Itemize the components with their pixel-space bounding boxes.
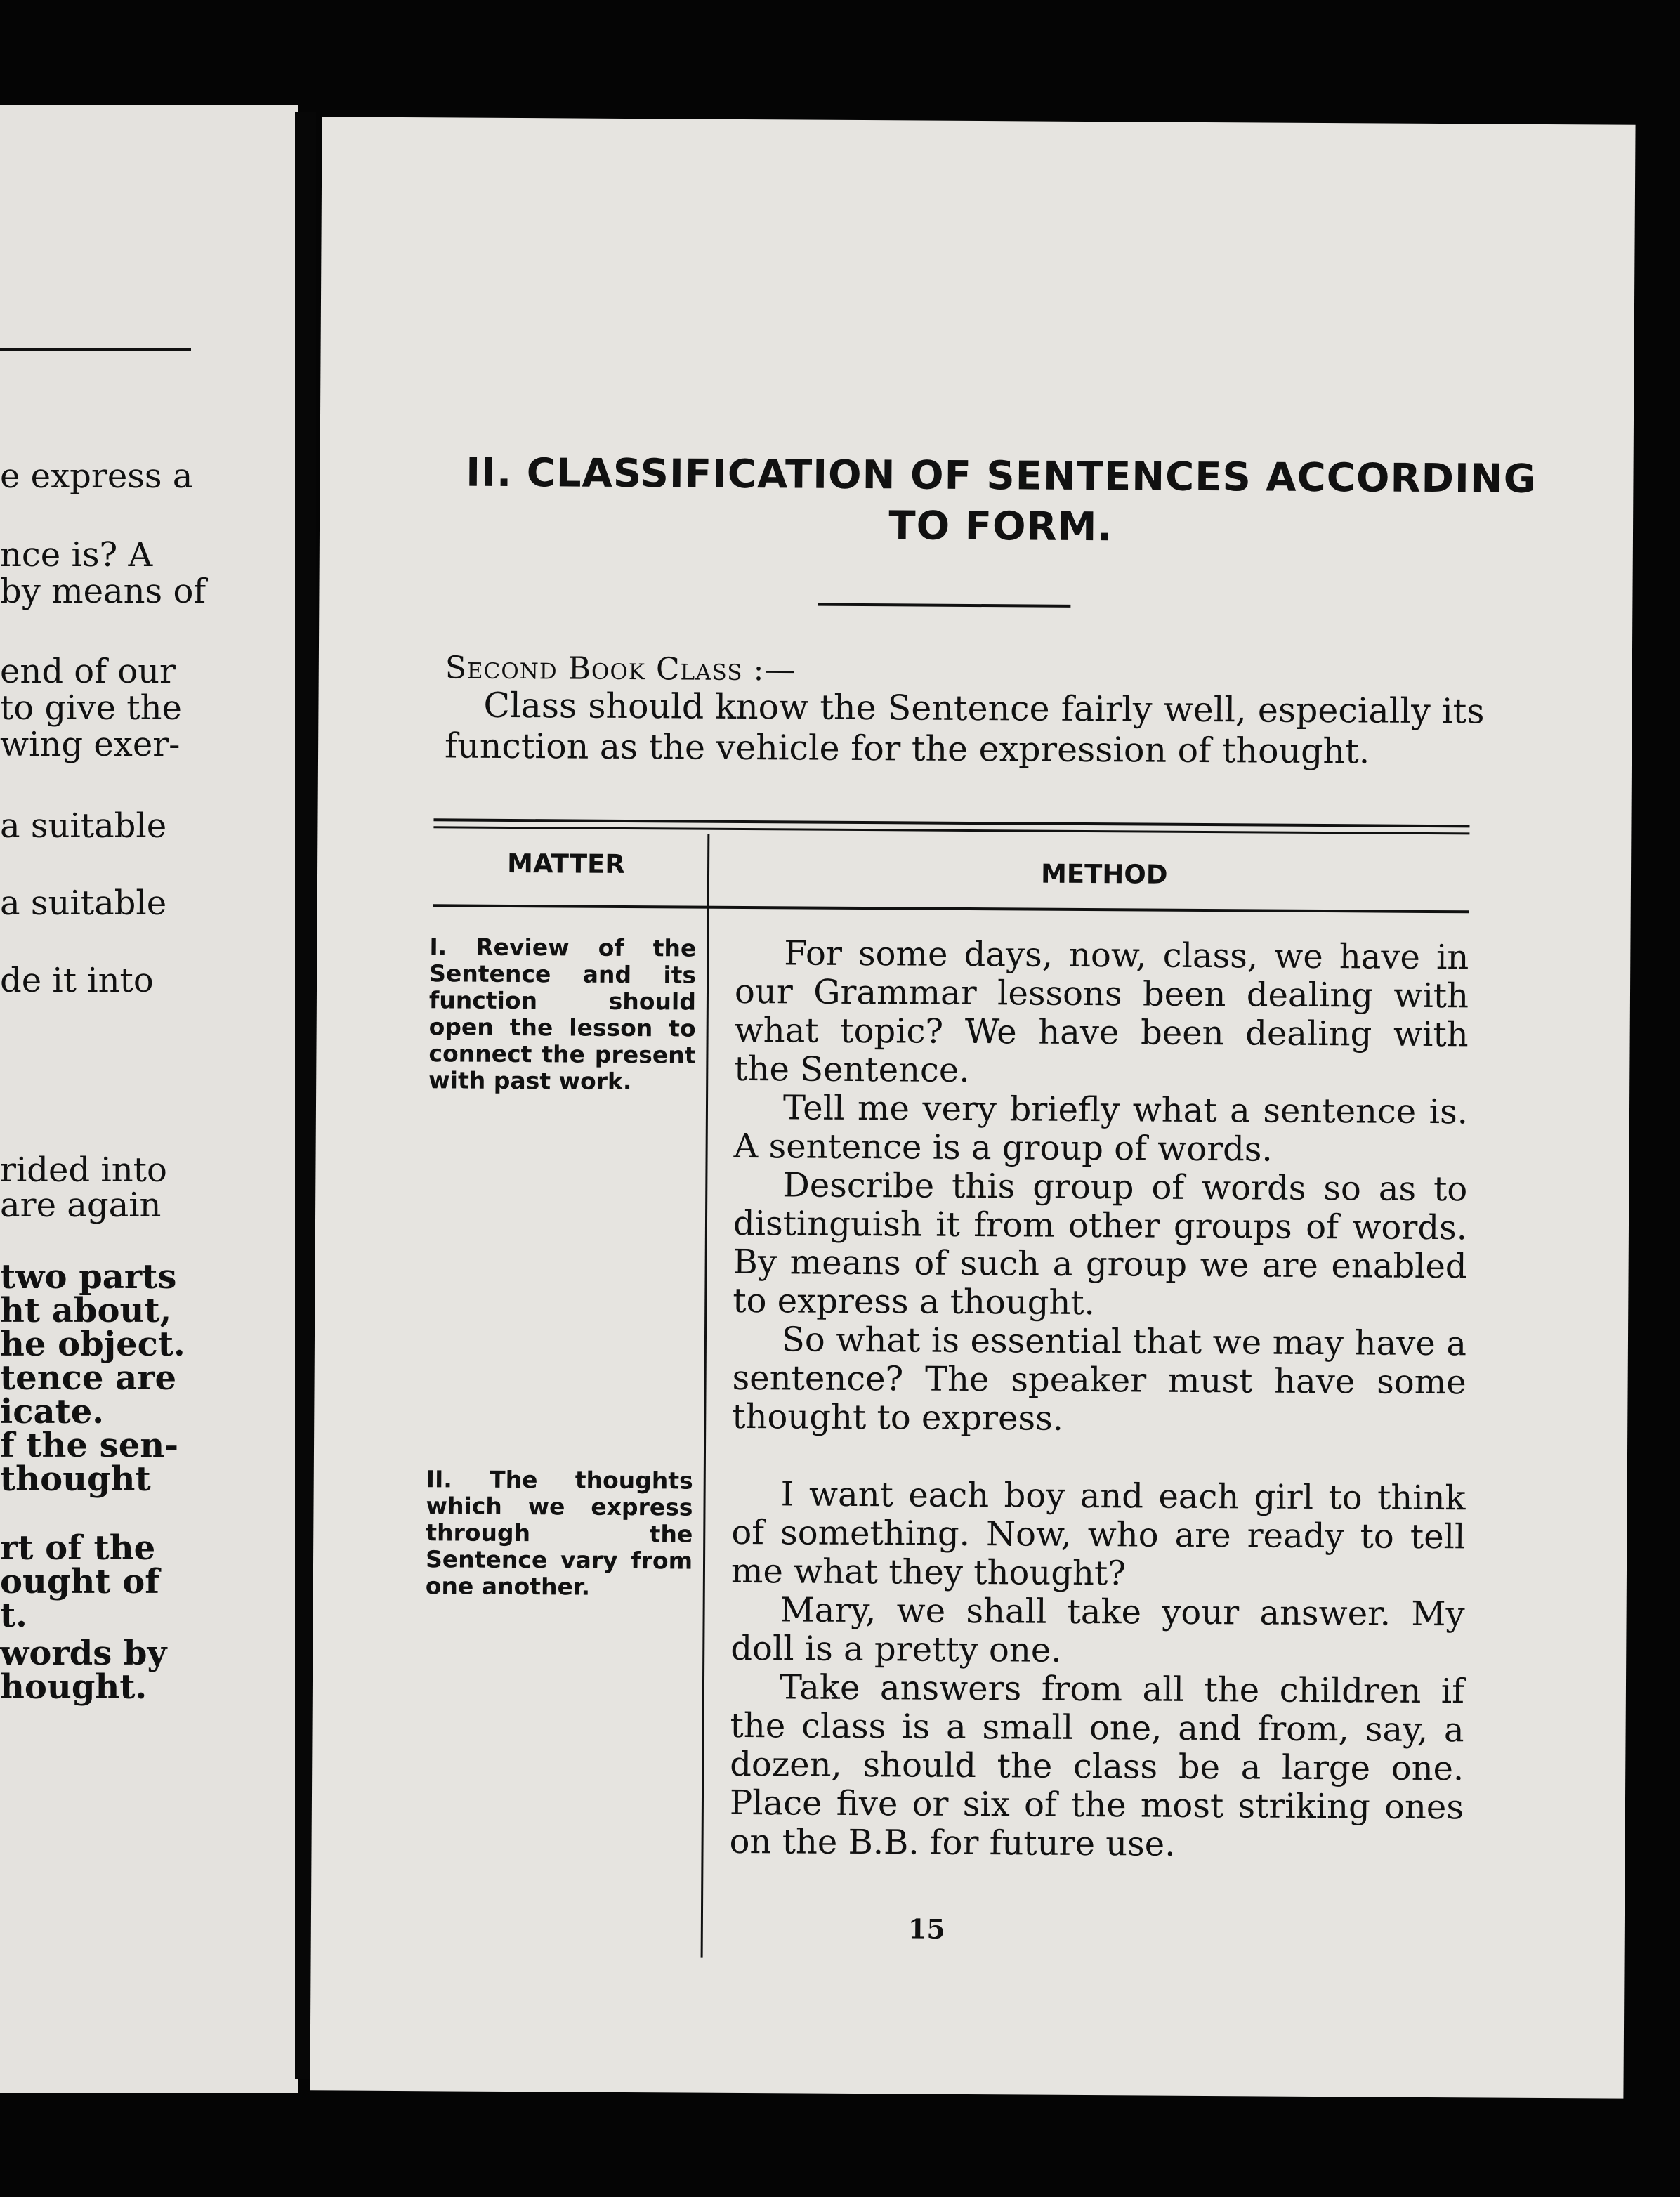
method-paragraph: Take answers from all the children if the class is a small one, and from, say, a dozen, should the class be a large one. Place five or six of the most striking ones on the B.B. for future use. (729, 1667, 1465, 1864)
class-heading-text: Second Book Class :— (445, 650, 796, 688)
left-line: ought of (0, 1562, 159, 1601)
left-line: he object. (0, 1325, 185, 1364)
left-line: e express a (0, 457, 193, 496)
left-line: by means of (0, 572, 206, 611)
left-line: icate. (0, 1392, 104, 1431)
left-line: are again (0, 1186, 162, 1225)
left-line: a suitable (0, 884, 167, 923)
column-divider (701, 834, 710, 1958)
left-line: nce is? A (0, 535, 153, 575)
class-heading (445, 650, 796, 688)
table-top-rule (433, 818, 1469, 834)
page-number: 15 (907, 1913, 945, 1945)
matter-note-2: II. The thoughts which we express through the Sentence vary from one another. (425, 1465, 693, 1601)
title-line: TO FORM. (888, 503, 1113, 551)
left-line: two parts (0, 1257, 177, 1297)
left-line: words by (0, 1634, 167, 1673)
left-line: end of our (0, 652, 176, 691)
page-title (425, 447, 1577, 556)
matter-header: MATTER (506, 848, 625, 879)
method-paragraph: So what is essential that we may have a sentence? The speaker must have some thought to express. (732, 1320, 1467, 1438)
method-paragraph: I want each boy and each girl to think of something. Now, who are ready to tell me what they thought? (730, 1474, 1466, 1594)
left-line: ht about, (0, 1291, 172, 1330)
left-line: tence are (0, 1358, 177, 1398)
left-line: to give the (0, 688, 182, 728)
left-line: wing exer- (0, 725, 181, 764)
left-line: thought (0, 1460, 151, 1499)
left-line: t. (0, 1596, 27, 1635)
matter-note-1: I. Review of the Sentence and its function should open the lesson to connect the present with past work. (428, 933, 697, 1096)
method-paragraph: Describe this group of words so as to distinguish it from other groups of words. By means of such a group we are enabled to express a thought. (733, 1165, 1468, 1323)
intro-paragraph: Class should know the Sentence fairly well, especially its function as the vehicle for the expression of thought. (444, 685, 1485, 772)
title-underline (818, 603, 1070, 608)
left-line: f the sen- (0, 1426, 179, 1465)
book-page (310, 117, 1635, 2098)
left-line: rt of the (0, 1528, 156, 1568)
method-paragraph: Mary, we shall take your answer. My doll is a pretty one. (730, 1590, 1465, 1670)
section-rule (0, 348, 191, 351)
left-line: de it into (0, 961, 154, 1000)
title-line: II. CLASSIFICATION OF SENTENCES ACCORDING (466, 450, 1537, 502)
method-paragraph: For some days, now, class, we have in our Grammar lessons been dealing with what topic? We have been dealing with the Sentence. (734, 933, 1469, 1090)
previous-page-fragment (0, 105, 298, 2093)
method-section-1 (732, 934, 1469, 1441)
left-line: a suitable (0, 806, 167, 846)
method-section-2 (729, 1475, 1465, 1865)
method-paragraph: Tell me very briefly what a sentence is. A sentence is a group of words. (733, 1088, 1469, 1169)
left-line: hought. (0, 1667, 147, 1707)
left-line: rided into (0, 1150, 167, 1190)
method-header: METHOD (1040, 858, 1168, 890)
table-header-rule (433, 904, 1469, 913)
